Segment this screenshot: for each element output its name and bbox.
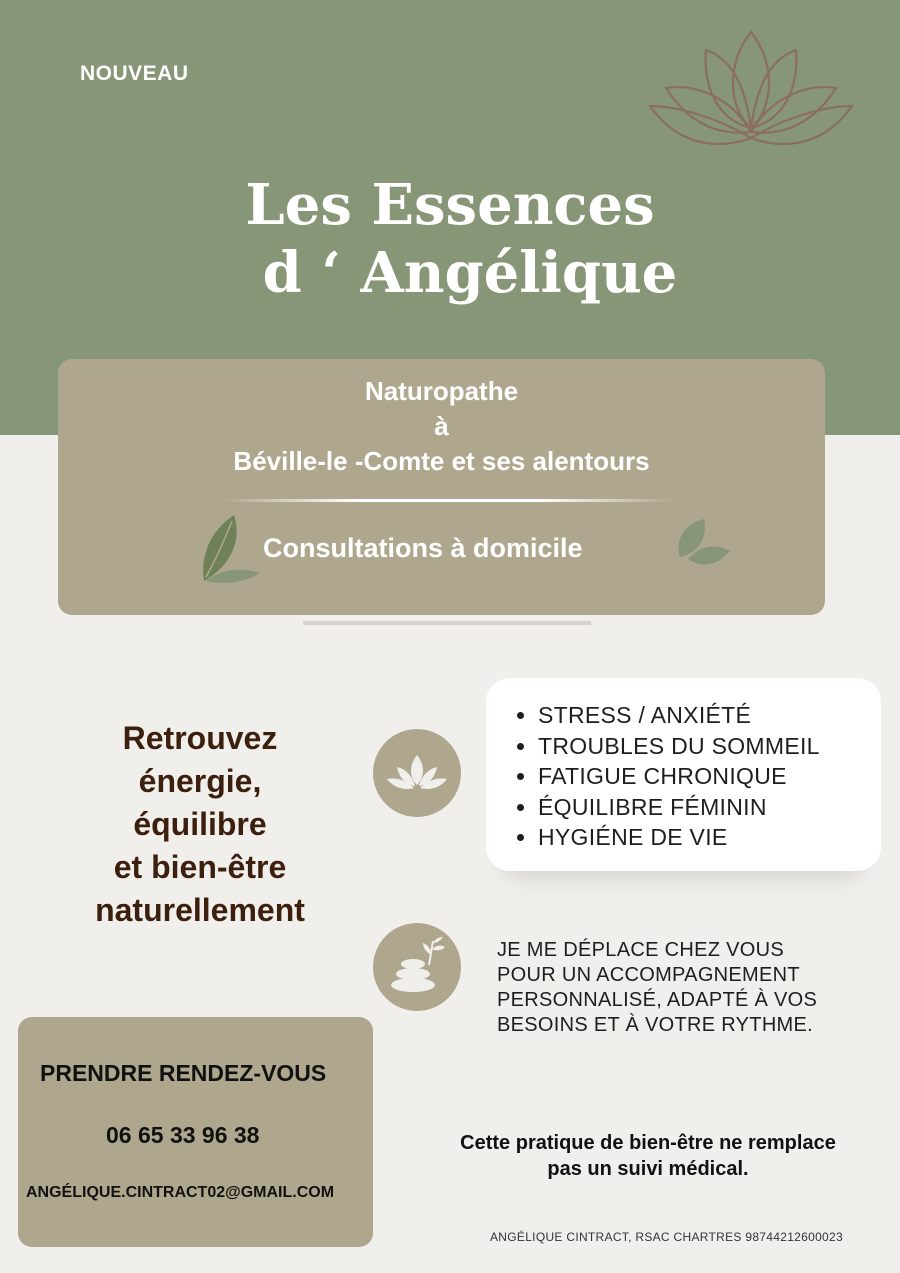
list-item: • FATIGUE CHRONIQUE (538, 761, 881, 792)
services-list-box (486, 678, 881, 871)
description-text (497, 938, 817, 1038)
leaf-right-icon (674, 519, 730, 571)
intro-panel (58, 359, 825, 615)
description-line: JE ME DÉPLACE CHEZ VOUS (497, 939, 784, 961)
page-title-line1: Les Essences (245, 172, 655, 238)
page-title-line2: d ‘ Angélique (262, 240, 678, 306)
description-shadow (410, 1078, 840, 1088)
tagline-line: naturellement (95, 892, 305, 928)
home-consultation-label: Consultations à domicile (263, 533, 583, 563)
description-line: BESOINS ET À VOTRE RYTHME. (497, 1014, 814, 1036)
disclaimer-line: pas un suivi médical. (547, 1158, 749, 1180)
leaf-left-icon (198, 511, 260, 585)
new-badge: NOUVEAU (80, 62, 189, 85)
lotus-logo-icon (648, 28, 854, 152)
appointment-heading: PRENDRE RENDEZ-VOUS (40, 1060, 327, 1086)
list-item: • TROUBLES DU SOMMEIL (538, 731, 881, 762)
list-item: • STRESS / ANXIÉTÉ (538, 700, 881, 731)
list-item: • ÉQUILIBRE FÉMININ (538, 792, 881, 823)
lotus-circle (373, 729, 461, 817)
preposition-label: à (434, 411, 449, 441)
stones-circle (373, 923, 461, 1011)
divider-line (224, 499, 674, 502)
list-item: • HYGIÉNE DE VIE (538, 822, 881, 853)
tagline-line: équilibre (133, 806, 267, 842)
services-list (486, 678, 881, 853)
location-label: Béville-le -Comte et ses alentours (233, 446, 650, 476)
phone-number[interactable]: 06 65 33 96 38 (106, 1122, 260, 1148)
tagline-line: Retrouvez (122, 720, 278, 756)
lotus-icon (373, 729, 461, 817)
medical-disclaimer (418, 1130, 878, 1182)
disclaimer-line: Cette pratique de bien-être ne remplace (460, 1132, 836, 1154)
footer-registration: ANGÉLIQUE CINTRACT, RSAC CHARTRES 98744212600023 (490, 1230, 843, 1244)
description-line: PERSONNALISÉ, ADAPTÉ À VOS (497, 989, 818, 1011)
panel-underline (303, 621, 591, 625)
tagline (60, 717, 340, 932)
tagline-line: énergie, (138, 763, 262, 799)
tagline-line: et bien-être (113, 849, 287, 885)
description-line: POUR UN ACCOMPAGNEMENT (497, 964, 800, 986)
contact-card (18, 1017, 373, 1247)
profession-label: Naturopathe (364, 376, 519, 406)
zen-stones-icon (373, 923, 461, 1011)
email-address[interactable]: ANGÉLIQUE.CINTRACT02@GMAIL.COM (26, 1184, 335, 1201)
